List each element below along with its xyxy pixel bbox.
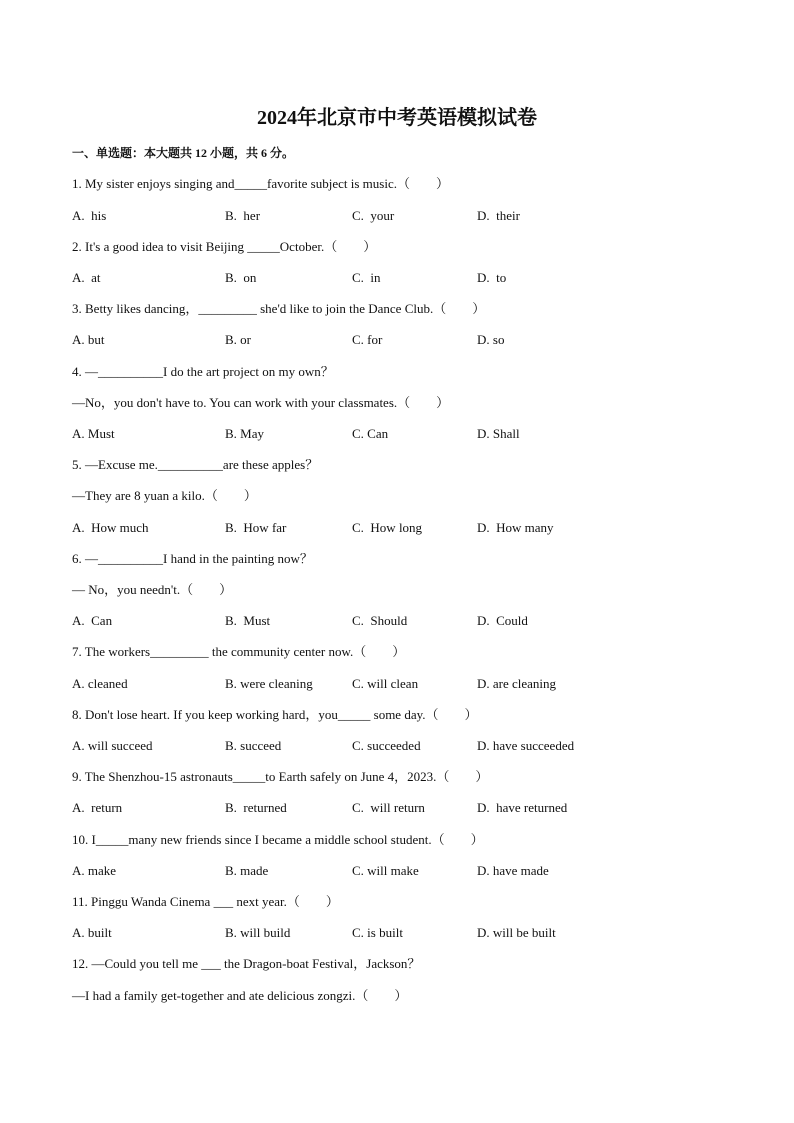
question-3-stem: 3. Betty likes dancing，_________ she'd like to join the Dance Club.（ ）	[72, 301, 486, 316]
question-1-option-c: C. your	[352, 208, 395, 223]
question-10-option-a: A. make	[72, 863, 117, 878]
question-6-stem: 6. —__________I hand in the painting now？	[72, 551, 313, 566]
question-9-option-d: D. have returned	[477, 800, 568, 815]
question-7-stem: 7. The workers_________ the community center now.（ ）	[72, 644, 406, 659]
question-1-option-d: D. their	[477, 208, 520, 223]
question-11-option-c: C. is built	[352, 925, 403, 940]
question-5-option-a: A. How much	[72, 520, 149, 535]
question-3-option-b: B. or	[225, 332, 251, 347]
question-10-option-c: C. will make	[352, 863, 419, 878]
question-7-option-b: B. were cleaning	[225, 676, 313, 691]
question-9-option-c: C. will return	[352, 800, 425, 815]
question-5-option-d: D. How many	[477, 520, 554, 535]
question-4-stem: 4. —__________I do the art project on my own？	[72, 364, 334, 379]
question-1-option-a: A. his	[72, 208, 107, 223]
question-5-stem: 5. —Excuse me.__________are these apples？	[72, 457, 319, 472]
question-6-option-d: D. Could	[477, 613, 528, 628]
question-4-option-a: A. Must	[72, 426, 115, 441]
question-8-stem: 8. Don't lose heart. If you keep working hard，you_____ some day.（ ）	[72, 707, 478, 722]
question-6-option-c: C. Should	[352, 613, 408, 628]
question-7-option-c: C. will clean	[352, 676, 419, 691]
question-5-option-b: B. How far	[225, 520, 287, 535]
question-8-option-b: B. succeed	[225, 738, 282, 753]
question-10-option-b: B. made	[225, 863, 269, 878]
question-4-option-b: B. May	[225, 426, 264, 441]
question-6-option-a: A. Can	[72, 613, 113, 628]
question-2-option-b: B. on	[225, 270, 257, 285]
question-2-option-d: D. to	[477, 270, 507, 285]
question-10-option-d: D. have made	[477, 863, 549, 878]
question-7-option-d: D. are cleaning	[477, 676, 557, 691]
question-1-option-b: B. her	[225, 208, 261, 223]
question-3-option-c: C. for	[352, 332, 383, 347]
question-3-option-a: A. but	[72, 332, 105, 347]
question-11-option-a: A. built	[72, 925, 112, 940]
question-8-option-c: C. succeeded	[352, 738, 421, 753]
question-6-reply: — No，you needn't.（ ）	[72, 582, 233, 597]
question-11-stem: 11. Pinggu Wanda Cinema ___ next year.（ ）	[72, 894, 339, 909]
question-9-stem: 9. The Shenzhou-15 astronauts_____to Earth safely on June 4，2023.（ ）	[72, 769, 489, 784]
question-4-reply: —No，you don't have to. You can work with your classmates.（ ）	[72, 395, 450, 410]
question-8-option-d: D. have succeeded	[477, 738, 575, 753]
question-12-stem: 12. —Could you tell me ___ the Dragon-boat Festival，Jackson？	[72, 956, 421, 971]
question-4-option-d: D. Shall	[477, 426, 520, 441]
question-1-stem: 1. My sister enjoys singing and_____favorite subject is music.（ ）	[72, 176, 449, 191]
question-5-option-c: C. How long	[352, 520, 423, 535]
question-11-option-b: B. will build	[225, 925, 291, 940]
question-9-option-a: A. return	[72, 800, 123, 815]
question-2-stem: 2. It's a good idea to visit Beijing _____October.（ ）	[72, 239, 377, 254]
question-10-stem: 10. I_____many new friends since I became a middle school student.（ ）	[72, 832, 484, 847]
page-title: 2024年北京市中考英语模拟试卷	[257, 107, 537, 129]
question-5-reply: —They are 8 yuan a kilo.（ ）	[72, 488, 257, 503]
question-9-option-b: B. returned	[225, 800, 287, 815]
question-3-option-d: D. so	[477, 332, 505, 347]
question-7-option-a: A. cleaned	[72, 676, 128, 691]
question-11-option-d: D. will be built	[477, 925, 556, 940]
question-2-option-a: A. at	[72, 270, 101, 285]
question-4-option-c: C. Can	[352, 426, 389, 441]
section-heading: 一、单选题：本大题共 12 小题，共 6 分。	[72, 146, 295, 160]
question-12-reply: —I had a family get-together and ate delicious zongzi.（ ）	[72, 988, 408, 1003]
question-8-option-a: A. will succeed	[72, 738, 153, 753]
question-2-option-c: C. in	[352, 270, 381, 285]
question-6-option-b: B. Must	[225, 613, 271, 628]
